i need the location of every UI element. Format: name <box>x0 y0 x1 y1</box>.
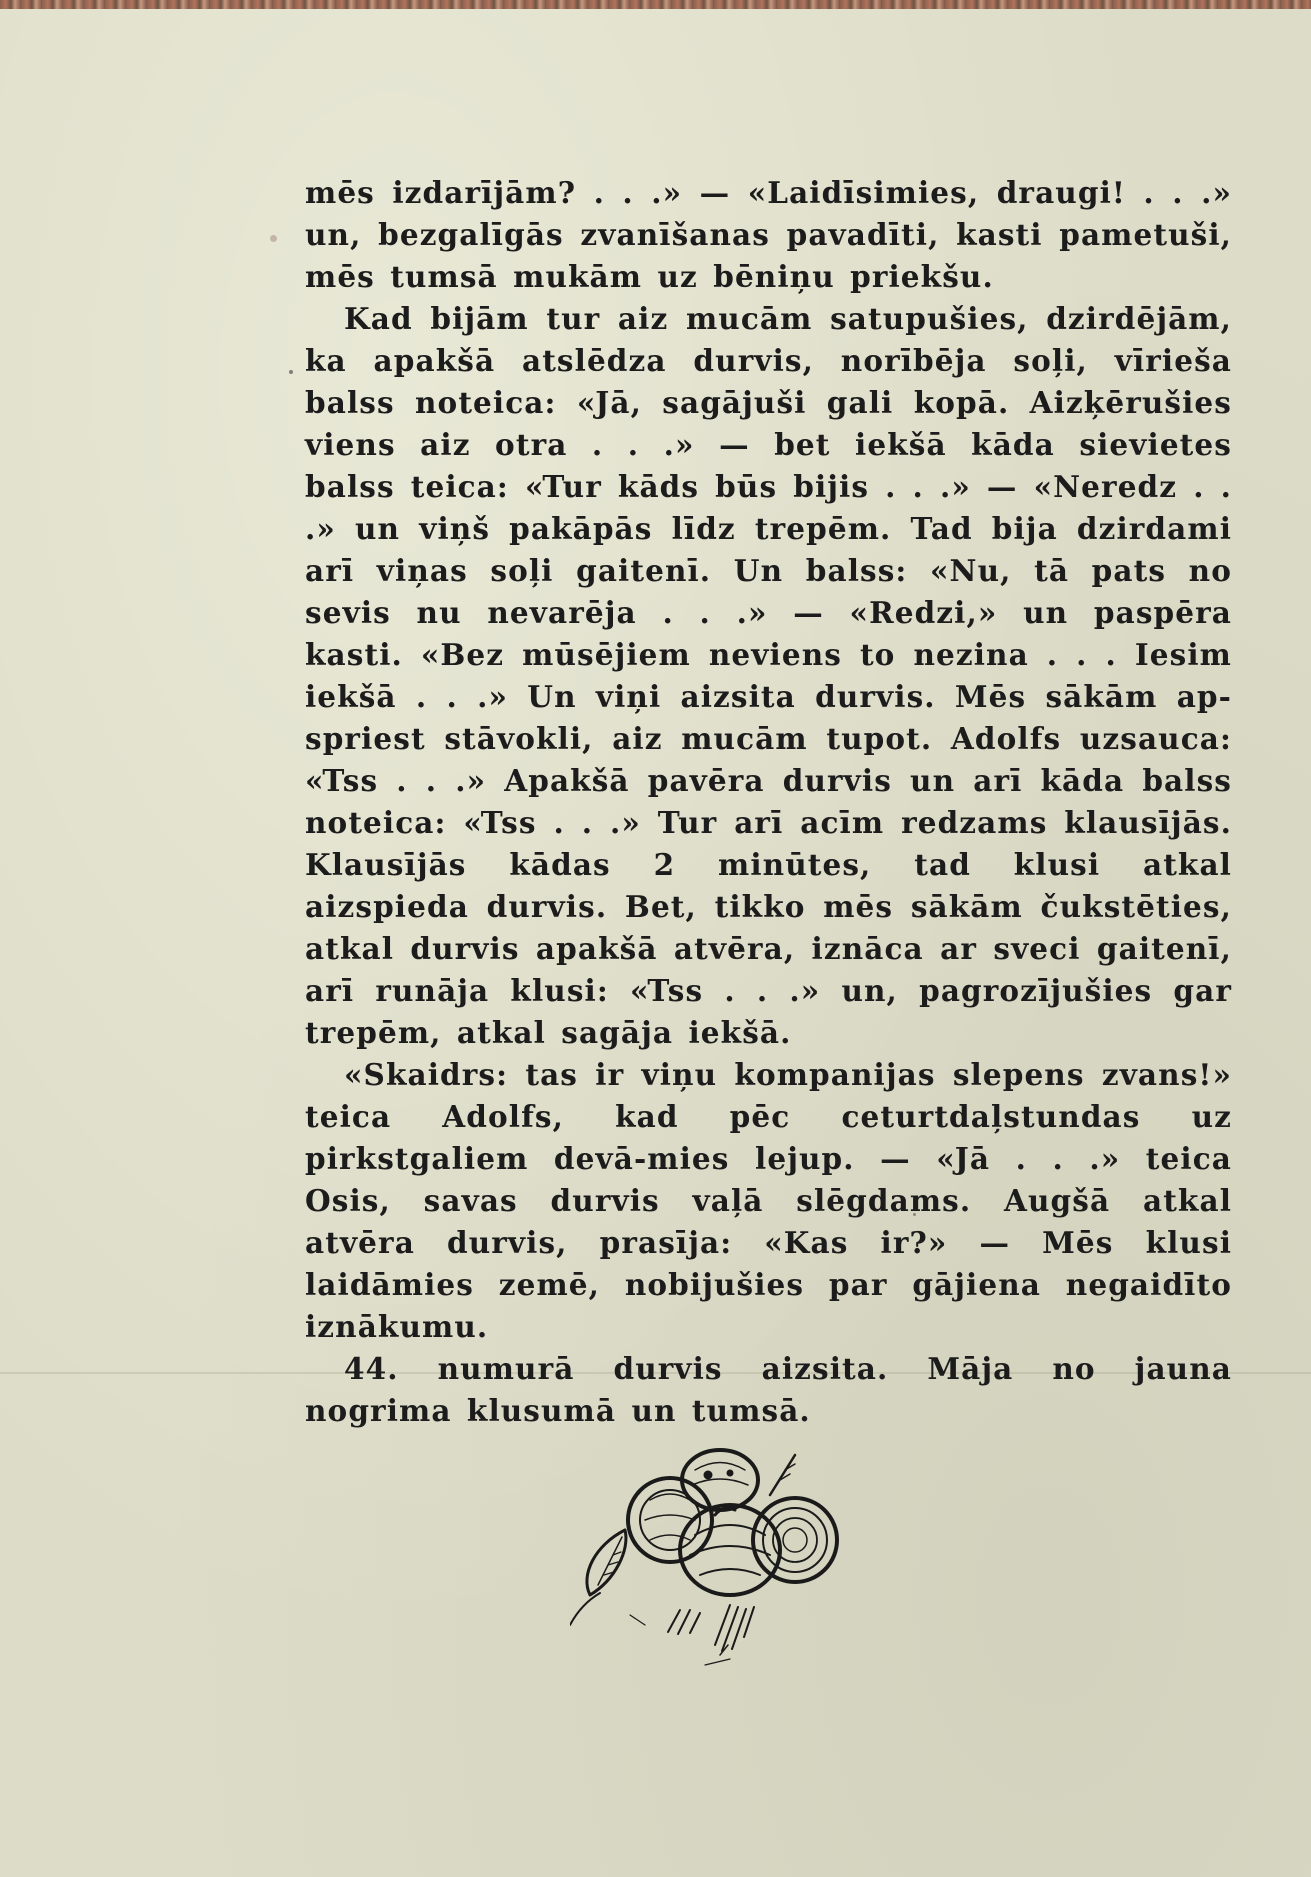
ink-speck <box>289 370 293 374</box>
fruit-basket-vignette-icon <box>570 1425 850 1675</box>
paragraph-3: «Skaidrs: tas ir viņu kompanijas slepens zvans!» teica Adolfs, kad pēc ceturtdaļstundas uz pirkstgaliem devā-mies lejup. — «Jā . . .» teica Osis, savas durvis vaļā slēgdams. Augšā atkal atvēra durvis, prasīja: «Kas ir?» — Mēs klusi laidāmies zemē, nobijušies par gājiena negaidīto iznākumu. <box>305 1057 1232 1344</box>
top-border-strip <box>0 0 1311 9</box>
paragraph-2: Kad bijām tur aiz mucām satupušies, dzirdējām, ka apakšā atslēdza durvis, norībēja soļi, vīrieša balss noteica: «Jā, sagājuši gali kopā. Aizķērušies viens aiz otra . . .» — bet iekšā kāda sievietes balss teica: «Tur kāds būs bijis . . .» — «Neredz . . .» un viņš pakāpās līdz trepēm. Tad bija dzirdami arī viņas soļi gaitenī. Un balss: «Nu, tā pats no sevis nu nevarēja . . .» — «Redzi,» un paspēra kasti. «Bez mūsējiem neviens to nezina . . . Iesim iekšā . . .» Un viņi aizsita durvis. Mēs sākām ap-spriest stāvokli, aiz mucām tupot. Adolfs uzsauca: «Tss . . .» Apakšā pavēra durvis un arī kāda balss noteica: «Tss . . .» Tur arī acīm redzams klausījās. Klausījās kādas 2 minūtes, tad klusi atkal aizspieda durvis. Bet, tikko mēs sākām čukstēties, atkal durvis apakšā atvēra, iznāca ar sveci gaitenī, arī runāja klusi: «Tss . . .» un, pagrozījušies gar trepēm, atkal sagāja iekšā. <box>305 301 1232 1050</box>
paragraph-1: mēs izdarījām? . . .» — «Laidīsimies, draugi! . . .» un, bezgalīgās zvanīšanas pavadīti, kasti pametuši, mēs tumsā mukām uz bēniņu priekšu. <box>305 175 1232 294</box>
paragraph-4: 44. numurā durvis aizsita. Māja no jauna nogrima klusumā un tumsā. <box>305 1351 1232 1428</box>
ink-speck <box>270 235 277 242</box>
page-text <box>305 172 1232 1432</box>
